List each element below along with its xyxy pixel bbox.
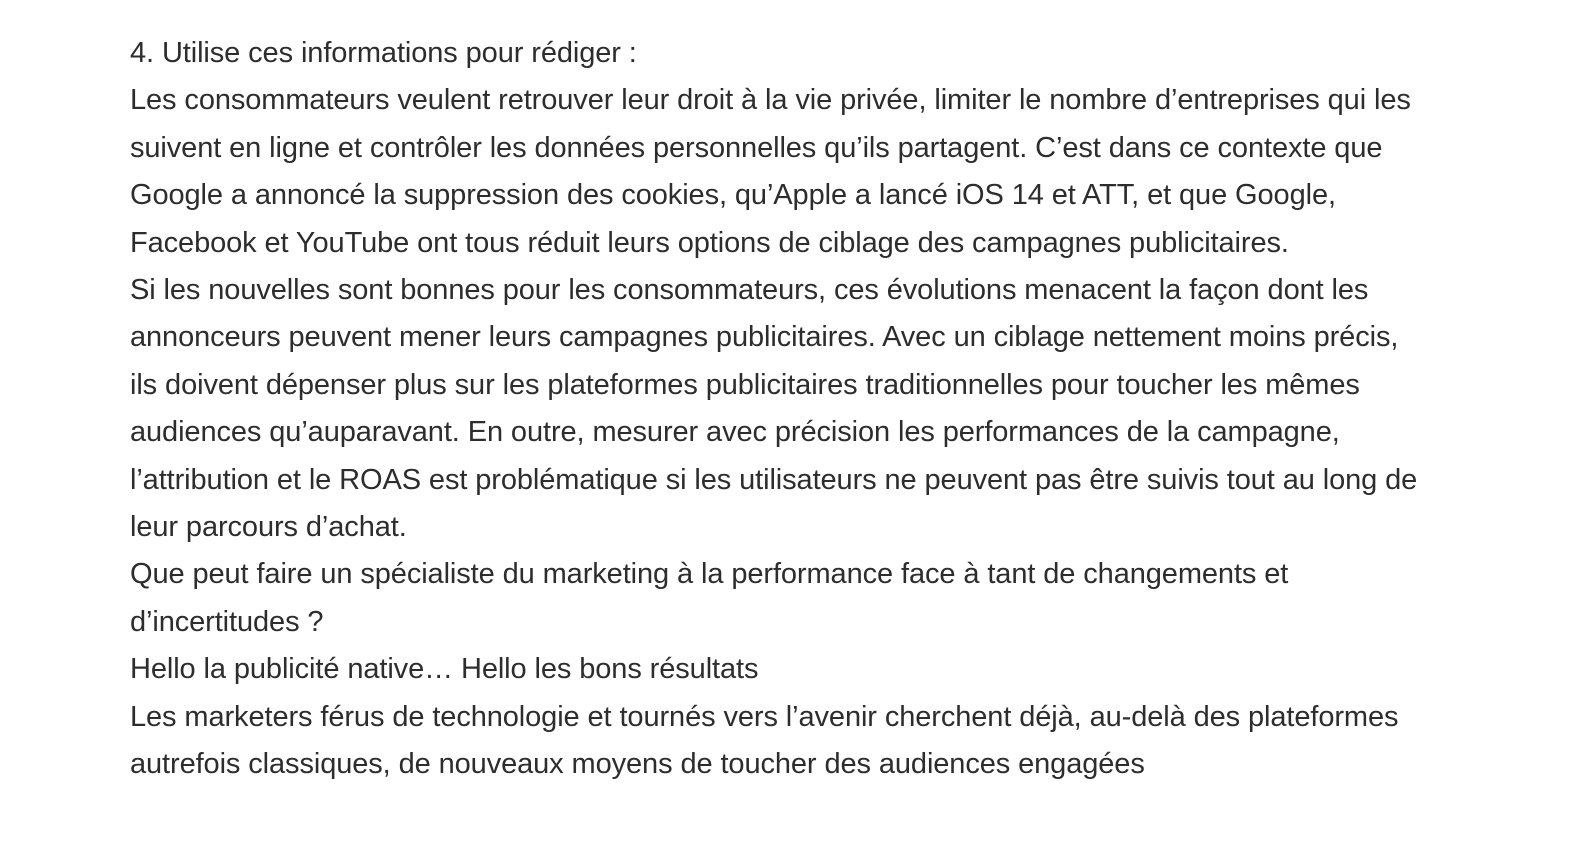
chat-message-body — [130, 30, 1420, 789]
message-paragraph: Les marketers férus de technologie et tournés vers l’avenir cherchent déjà, au-delà des plateformes autrefois classiques, de nouveaux moyens de toucher des audiences engagées — [130, 700, 1399, 781]
message-paragraph: Si les nouvelles sont bonnes pour les consommateurs, ces évolutions menacent la façon dont les annonceurs peuvent mener leurs campagnes publicitaires. Avec un ciblage nettement moins précis, ils doivent dépenser plus sur les plateformes publicitaires traditionnelles pour toucher les mêmes audiences qu’auparavant. En outre, mesurer avec précision les performances de la campagne, l’attribution et le ROAS est problématique si les utilisateurs ne peuvent pas être suivis tout au long de leur parcours d’achat. — [130, 274, 1418, 544]
message-paragraph: Que peut faire un spécialiste du marketing à la performance face à tant de changements et d’incertitudes ? — [130, 558, 1289, 638]
message-subheading: Hello la publicité native… Hello les bons résultats — [130, 653, 759, 686]
message-paragraph: Les consommateurs veulent retrouver leur droit à la vie privée, limiter le nombre d’entreprises qui les suivent en ligne et contrôler les données personnelles qu’ils partagent. C’est dans ce contexte que Google a annoncé la suppression des cookies, qu’Apple a lancé iOS 14 et ATT, et que Google, Facebook et YouTube ont tous réduit leurs options de ciblage des campagnes publicitaires. — [130, 84, 1411, 259]
instruction-step: 4. Utilise ces informations pour rédiger : — [130, 37, 637, 69]
